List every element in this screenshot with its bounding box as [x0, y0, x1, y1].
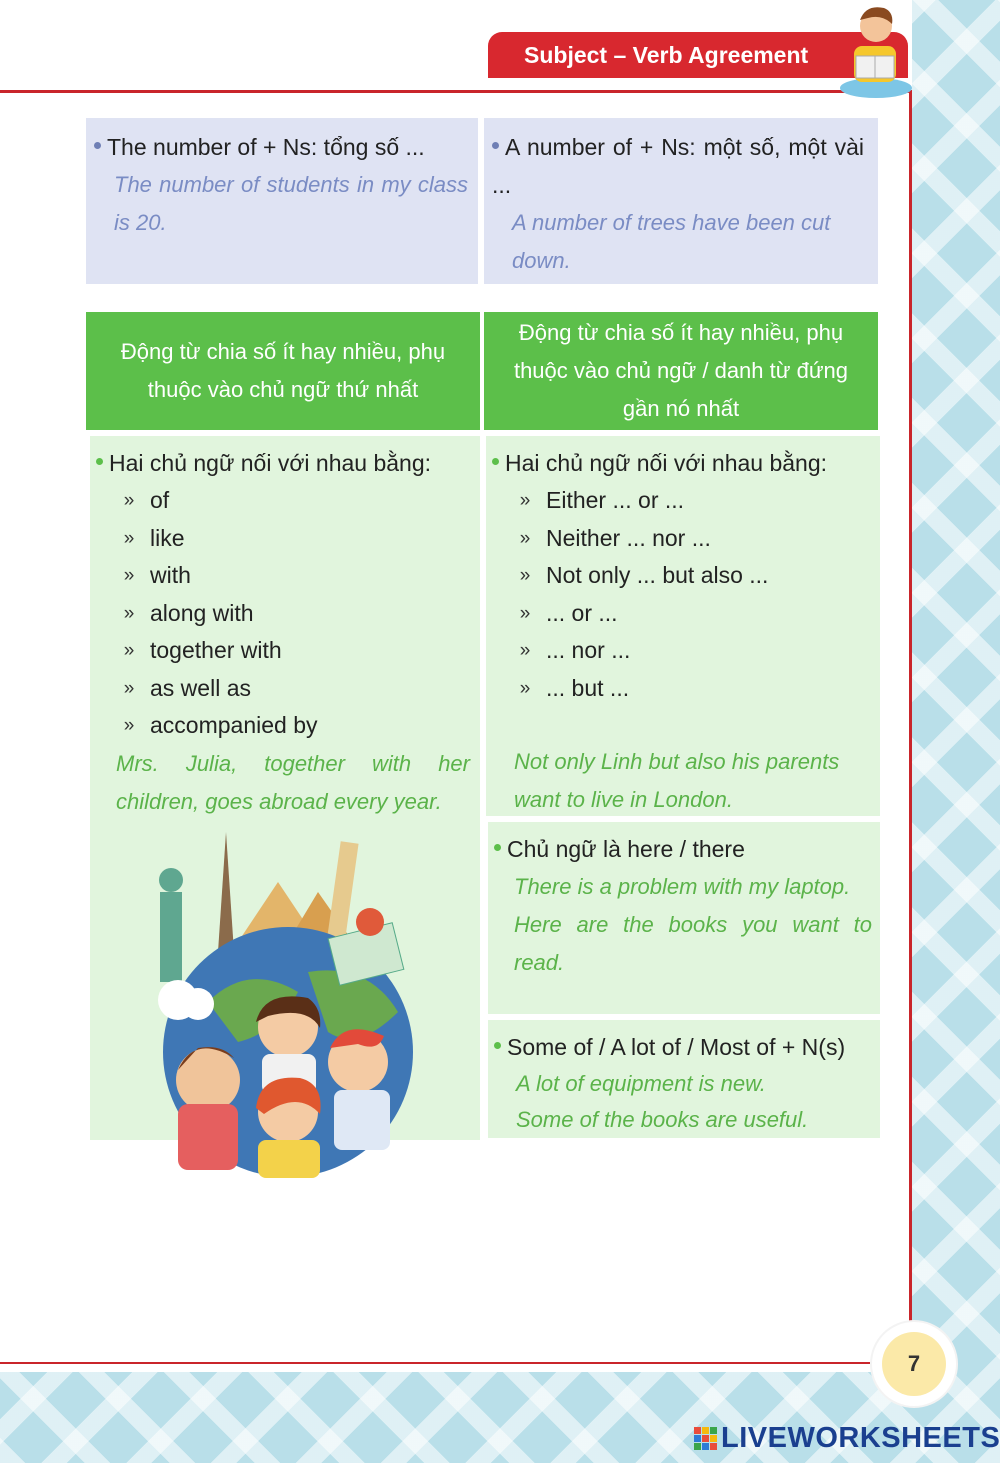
list-item: » like — [123, 524, 185, 551]
list-item: » of — [123, 487, 170, 513]
list-item: » ... or ... — [519, 599, 618, 626]
a-number-of-cell — [484, 118, 878, 284]
number-of-example: The number of students in my class is 20. — [114, 172, 468, 235]
world-landmarks-kids-illustration — [138, 822, 438, 1178]
bullet-dot — [492, 458, 499, 465]
right-correlative-list — [504, 482, 874, 707]
liveworksheets-logo-icon — [694, 1427, 717, 1450]
here-there-example-2: Here are the books you want to read. — [514, 912, 872, 975]
left-example: Mrs. Julia, together with her children, goes abroad every year. — [116, 750, 470, 814]
bullet-dot — [494, 844, 501, 851]
a-number-of-example: A number of trees have been cut down. — [512, 210, 831, 273]
list-item: » Either ... or ... — [519, 487, 685, 513]
top-border-line — [0, 90, 912, 93]
left-connector-list — [108, 482, 472, 745]
right-border-line — [909, 90, 912, 1330]
bullet-dot — [492, 142, 499, 149]
here-there-cell — [488, 822, 880, 1014]
list-item: » ... nor ... — [519, 637, 631, 663]
list-item: » with — [123, 562, 191, 588]
liveworksheets-brand[interactable] — [694, 1421, 1000, 1455]
list-item: » ... but ... — [519, 674, 630, 701]
list-item: » Neither ... nor ... — [519, 524, 711, 551]
right-example: Not only Linh but also his parents want to live in London. — [514, 749, 840, 812]
brand-name: LIVEWORKSHEETS — [721, 1421, 1000, 1454]
here-there-example-1: There is a problem with my laptop. — [514, 874, 851, 899]
bullet-dot — [94, 142, 101, 149]
left-bullet: Hai chủ ngữ nối với nhau bằng: — [109, 450, 432, 476]
page-number: 7 — [907, 1351, 921, 1376]
a-number-of-heading: A number of + Ns: một số, một vài ... — [492, 134, 864, 198]
bullet-dot — [96, 458, 103, 465]
number-of-cell — [86, 118, 478, 284]
boy-reading-icon — [832, 0, 916, 100]
here-there-bullet: Chủ ngữ là here / there — [507, 836, 745, 862]
list-item: » as well as — [123, 674, 251, 701]
list-item: » accompanied by — [123, 712, 318, 738]
some-of-bullet: Some of / A lot of / Most of + N(s) — [507, 1034, 846, 1060]
right-column-header: Động từ chia số ít hay nhiều, phụ thuộc vào chủ ngữ / danh từ đứng gần nó nhất — [484, 312, 878, 430]
bullet-dot — [494, 1042, 501, 1049]
list-item: » together with — [123, 637, 282, 663]
some-of-example-2: Some of the books are useful. — [516, 1107, 809, 1132]
number-of-heading: The number of + Ns: tổng số ... — [107, 134, 425, 160]
some-of-cell — [488, 1020, 880, 1138]
some-of-example-1: A lot of equipment is new. — [516, 1071, 766, 1096]
section-title: Subject – Verb Agreement — [524, 41, 809, 68]
left-column-header: Động từ chia số ít hay nhiều, phụ thuộc vào chủ ngữ thứ nhất — [86, 312, 480, 430]
page-number-badge — [872, 1322, 956, 1406]
list-item: » Not only ... but also ... — [519, 562, 769, 588]
bottom-border-line — [0, 1362, 870, 1364]
right-bullet: Hai chủ ngữ nối với nhau bằng: — [505, 450, 828, 476]
right-column-body — [486, 436, 880, 816]
list-item: » along with — [123, 599, 254, 626]
